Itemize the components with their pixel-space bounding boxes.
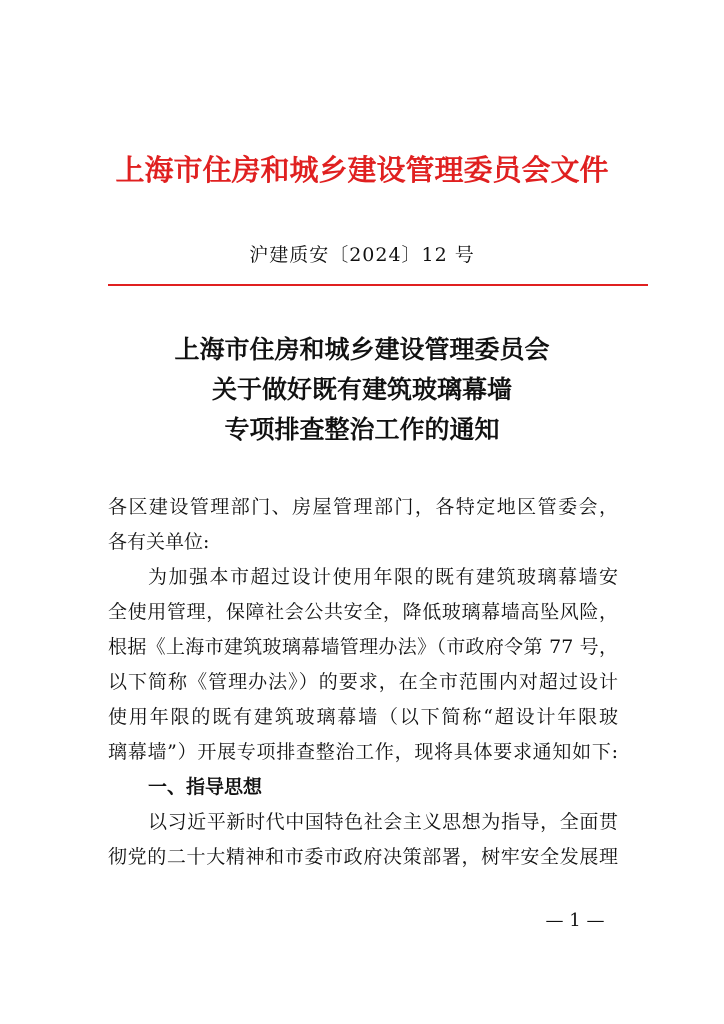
document-body — [108, 490, 618, 875]
title-line: 专项排查整治工作的通知 — [224, 415, 500, 444]
red-separator-rule — [108, 284, 648, 286]
addressee-line: 各有关单位: — [108, 531, 210, 553]
paragraph-line: 彻党的二十大精神和市委市政府决策部署，树牢安全发展理 — [108, 846, 618, 868]
paragraph-line: 以习近平新时代中国特色社会主义思想为指导，全面贯 — [148, 811, 618, 833]
issuing-authority-header: 上海市住房和城乡建设管理委员会文件 — [115, 153, 609, 187]
document-title — [0, 330, 724, 450]
section-heading: 一、指导思想 — [148, 776, 263, 798]
paragraph-line: 使用年限的既有建筑玻璃幕墙（以下简称“超设计年限玻 — [108, 706, 618, 728]
paragraph-line: 璃幕墙”）开展专项排查整治工作，现将具体要求通知如下: — [108, 741, 618, 763]
title-line: 上海市住房和城乡建设管理委员会 — [174, 335, 550, 364]
paragraph-line: 以下简称《管理办法》）的要求，在全市范围内对超过设计 — [108, 671, 618, 693]
paragraph-line: 为加强本市超过设计使用年限的既有建筑玻璃幕墙安 — [148, 566, 618, 588]
document-number: 沪建质安〔2024〕12 号 — [249, 244, 475, 266]
addressee-line: 各区建设管理部门、房屋管理部门，各特定地区管委会， — [108, 496, 618, 518]
paragraph-line: 全使用管理，保障社会公共安全，降低玻璃幕墙高坠风险， — [108, 601, 618, 623]
paragraph-line: 根据《上海市建筑玻璃幕墙管理办法》（市政府令第 77 号， — [108, 636, 618, 658]
page-number: — 1 — — [545, 910, 605, 931]
title-line: 关于做好既有建筑玻璃幕墙 — [211, 375, 512, 404]
